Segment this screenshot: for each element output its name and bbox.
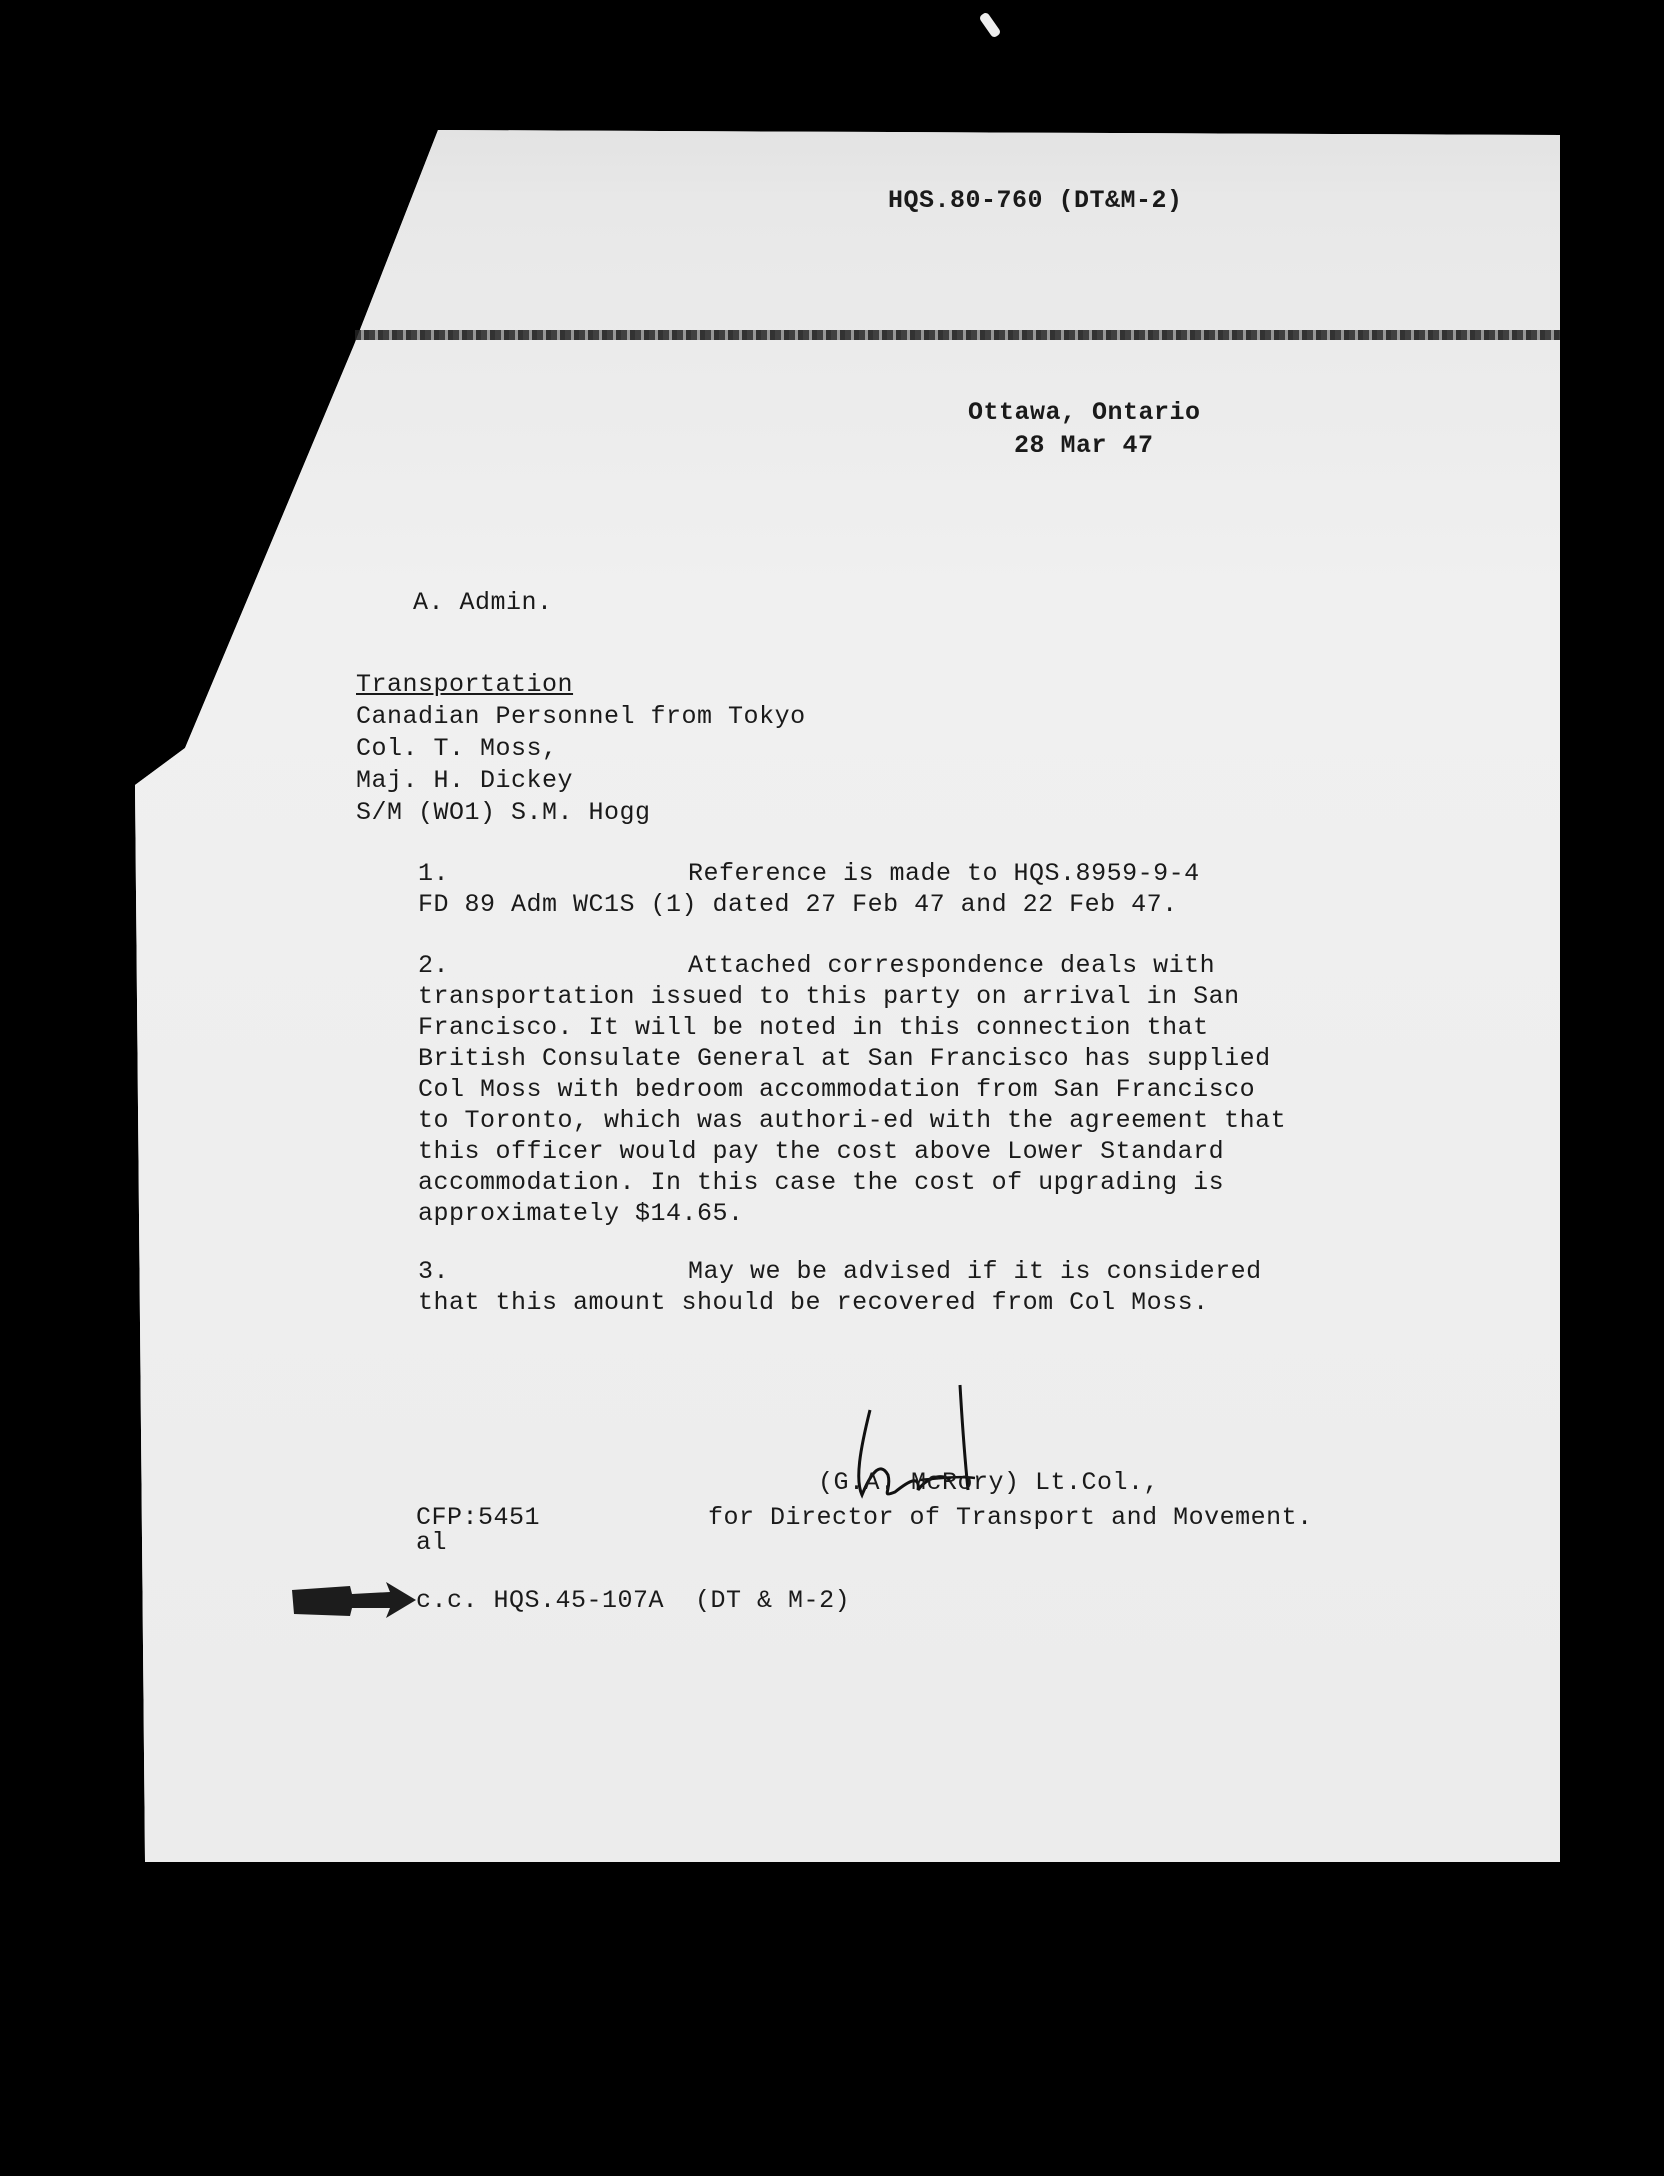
paragraph-number: 2.	[418, 951, 450, 980]
paragraph-3	[418, 1256, 1358, 1318]
signatory-title: for Director of Transport and Movement.	[708, 1503, 1313, 1532]
paragraph-body: FD 89 Adm WC1S (1) dated 27 Feb 47 and 22 Feb 47.	[418, 890, 1178, 919]
subject-line: Maj. H. Dickey	[356, 766, 574, 795]
paragraph-number: 1.	[418, 859, 450, 888]
signatory-name: (G.A. McRory) Lt.Col.,	[818, 1468, 1160, 1497]
paragraph-first-line: Attached correspondence deals with	[688, 951, 1216, 980]
paragraph-first-line: Reference is made to HQS.8959-9-4	[688, 859, 1200, 888]
paragraph-first-line: May we be advised if it is considered	[688, 1257, 1262, 1286]
paragraph-body: that this amount should be recovered from Col Moss.	[418, 1288, 1209, 1317]
carbon-copy-line: c.c. HQS.45-107A (DT & M-2)	[416, 1586, 851, 1615]
perforated-tear-line	[355, 330, 1560, 340]
paragraph-1	[418, 858, 1358, 920]
reference-code: CFP:5451	[416, 1503, 541, 1532]
paragraph-2	[418, 950, 1358, 1229]
subject-title: Transportation	[356, 670, 574, 699]
file-reference: HQS.80-760 (DT&M-2)	[888, 186, 1183, 215]
scan-speck	[978, 11, 1001, 38]
subject-line: Canadian Personnel from Tokyo	[356, 702, 806, 731]
dateline-date: 28 Mar 47	[1014, 431, 1154, 460]
subject-line: S/M (WO1) S.M. Hogg	[356, 798, 651, 827]
paragraph-body: transportation issued to this party on arrival in San Francisco. It will be noted in this connection that British Consulate General at San Francisco has supplied Col Moss with bedroom accommodation from San Francisco to Toronto, which was authori-ed with the agreement that this officer would pay the cost above Lower Standard accommodation. In this case the cost of upgrading is approximately $14.65.	[418, 982, 1287, 1228]
addressee: A. Admin.	[413, 588, 553, 617]
dateline-place: Ottawa, Ontario	[968, 398, 1201, 427]
paragraph-number: 3.	[418, 1257, 450, 1286]
stamped-arrow-icon	[290, 1578, 418, 1624]
typist-initials: al	[416, 1528, 448, 1557]
subject-line: Col. T. Moss,	[356, 734, 558, 763]
